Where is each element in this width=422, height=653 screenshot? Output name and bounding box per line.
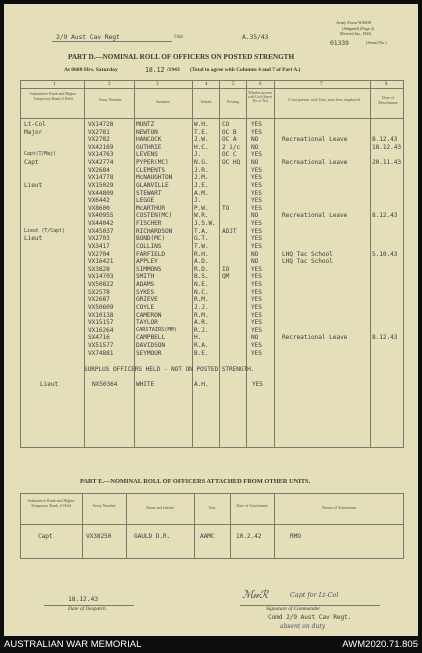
row-army-number: VX42169 bbox=[88, 143, 114, 151]
row-surname: APPLEY bbox=[136, 258, 158, 266]
row-surname: CAMERON bbox=[136, 311, 162, 319]
row-employment: Recreational Leave bbox=[282, 212, 348, 220]
row-initials: W.H. bbox=[194, 121, 209, 128]
row-present: YES bbox=[251, 296, 262, 304]
row-posting: 2 i/c bbox=[222, 143, 241, 151]
part-e-col-name: Name and Initials bbox=[145, 505, 175, 510]
surplus-heading: SURPLUS OFFICERS HELD - NOT ON POSTED STRENGTH. bbox=[84, 366, 255, 373]
row-present: YES bbox=[251, 273, 262, 281]
row-surname: CLEMENTS bbox=[136, 166, 166, 174]
row-present: YES bbox=[251, 349, 262, 357]
row-initials: J.J. bbox=[194, 303, 209, 311]
row-present: NO bbox=[251, 258, 259, 266]
signature-label: Signature of Commander bbox=[266, 606, 321, 612]
row-initials: J.E. bbox=[194, 181, 209, 189]
row-army-number: SX2578 bbox=[88, 288, 110, 296]
row-initials: J.S.W. bbox=[194, 220, 216, 228]
row-surname: COSTEN(MC) bbox=[136, 212, 173, 220]
row-surname: GLANVILLE bbox=[136, 181, 169, 189]
row-army-number: VX2687 bbox=[88, 296, 110, 304]
part-e-col-date: Date of Attachment bbox=[236, 503, 268, 508]
row-present: YES bbox=[251, 281, 262, 289]
column-divider bbox=[219, 80, 220, 448]
part-e-col-line bbox=[274, 493, 275, 559]
row-initials: T.E. bbox=[194, 128, 209, 136]
row-surname: HANCOCK bbox=[136, 136, 162, 144]
row-employment: Recreational Leave bbox=[282, 136, 348, 144]
row-initials: T.A. bbox=[194, 227, 209, 235]
unit-label: Unit bbox=[174, 35, 183, 40]
row-surname: SEYMOUR bbox=[136, 349, 162, 357]
row-surname: CAMPBELL bbox=[136, 334, 166, 342]
archive-footer bbox=[0, 636, 422, 653]
row-rank: Lieut bbox=[24, 181, 43, 189]
row-initials: R.H. bbox=[194, 250, 209, 258]
row-present: NO bbox=[251, 136, 259, 144]
row-detach-date: 8.12.43 bbox=[372, 136, 398, 144]
row-army-number: VX45037 bbox=[88, 227, 114, 235]
row-army-number: VX42774 bbox=[88, 159, 114, 167]
row-surname: LEGGE bbox=[136, 197, 155, 205]
row-initials: J. bbox=[194, 197, 202, 205]
surplus-army-number: NX50364 bbox=[92, 381, 118, 388]
part-e-col-nature: Nature of Attachment bbox=[321, 505, 357, 510]
row-present: YES bbox=[251, 311, 262, 319]
signature-unit: Comd 2/9 Aust Cav Regt. bbox=[268, 614, 352, 621]
row-initials: J. bbox=[194, 151, 202, 159]
row-present: NO bbox=[251, 334, 259, 342]
row-present: NO bbox=[251, 143, 259, 151]
row-posting: ADJT bbox=[222, 227, 237, 235]
row-surname: SIMMONS bbox=[136, 265, 162, 273]
part-d-title: PART D.—NOMINAL ROLL OF OFFICERS ON POSTED STRENGTH bbox=[68, 53, 295, 61]
row-army-number: VX14763 bbox=[88, 151, 114, 159]
row-initials: J.M. bbox=[194, 174, 209, 182]
surplus-initials: A.H. bbox=[194, 381, 209, 388]
row-present: YES bbox=[251, 121, 262, 128]
unit-name: 2/9 Aust Cav Regt bbox=[56, 33, 120, 41]
row-initials: A.M. bbox=[194, 189, 209, 197]
row-initials: N.E. bbox=[194, 281, 209, 289]
year-label: /1943 bbox=[167, 67, 180, 73]
row-rank: Major bbox=[24, 128, 43, 136]
row-present: YES bbox=[251, 181, 262, 189]
row-initials: N.C. bbox=[194, 288, 209, 296]
despatch-date: 18.12.43 bbox=[68, 595, 98, 603]
row-initials: R.J. bbox=[194, 326, 209, 334]
row-posting: TO bbox=[222, 204, 230, 212]
document-page bbox=[4, 4, 418, 636]
row-initials: H.C. bbox=[194, 143, 209, 151]
adapted-label: (Adapted) (Page 2) bbox=[342, 26, 375, 31]
col-number-1: 1 bbox=[53, 82, 56, 87]
row-surname: McARTHUR bbox=[136, 204, 166, 212]
row-initials: G.T. bbox=[194, 235, 209, 243]
row-rank: Lieut bbox=[24, 235, 43, 243]
part-e-nature: RMO bbox=[290, 533, 301, 540]
row-initials: P.W. bbox=[194, 204, 209, 212]
row-present: YES bbox=[251, 204, 262, 212]
row-rank: Lt-Col bbox=[24, 121, 46, 128]
row-army-number: VX15029 bbox=[88, 181, 114, 189]
row-surname: CARSTAIRS(MM) bbox=[136, 326, 177, 333]
row-rank: Capt(T/Maj) bbox=[24, 151, 57, 158]
row-present: YES bbox=[251, 220, 262, 228]
column-divider bbox=[274, 80, 275, 448]
col-number-5: 5 bbox=[232, 82, 235, 87]
row-present: NO bbox=[251, 250, 259, 258]
row-surname: PYPER(MC) bbox=[136, 159, 169, 167]
surplus-present: YES bbox=[252, 381, 263, 388]
col-number-7: 7 bbox=[320, 82, 323, 87]
col-header-detachment-date: Date of Detachment bbox=[378, 95, 398, 105]
row-initials: A.D. bbox=[194, 258, 209, 266]
row-army-number: VX2704 bbox=[88, 250, 110, 258]
surplus-rank: Lieut bbox=[40, 381, 59, 388]
col-number-2: 2 bbox=[108, 82, 111, 87]
row-army-number: VX14703 bbox=[88, 273, 114, 281]
row-posting: OC A bbox=[222, 136, 237, 144]
row-posting: QM bbox=[222, 273, 230, 281]
row-army-number: VX6442 bbox=[88, 197, 110, 205]
row-surname: SMITH bbox=[136, 273, 155, 281]
part-e-col-line bbox=[194, 493, 195, 559]
part-e-name: GAULD D.R. bbox=[134, 533, 171, 540]
row-present: YES bbox=[251, 174, 262, 182]
row-surname: GRIEVE bbox=[136, 296, 158, 304]
row-initials: R.M. bbox=[194, 311, 209, 319]
col-number-6: 6 bbox=[259, 82, 262, 87]
row-army-number: VX14728 bbox=[88, 121, 114, 128]
surplus-surname: WHITE bbox=[136, 381, 155, 388]
row-detach-date: 8.12.43 bbox=[372, 212, 398, 220]
row-army-number: VX44042 bbox=[88, 220, 114, 228]
row-surname: GUTHRIE bbox=[136, 143, 162, 151]
row-army-number: VX10138 bbox=[88, 311, 114, 319]
row-present: YES bbox=[251, 235, 262, 243]
row-present: YES bbox=[251, 288, 262, 296]
row-initials: J.W. bbox=[194, 136, 209, 144]
row-surname: STEWART bbox=[136, 189, 162, 197]
row-army-number: VX8600 bbox=[88, 204, 110, 212]
row-present: YES bbox=[251, 197, 262, 205]
column-divider bbox=[246, 80, 247, 448]
row-surname: LEVENS bbox=[136, 151, 158, 159]
row-initials: N.G. bbox=[194, 159, 209, 167]
part-e-title: PART E.—NOMINAL ROLL OF OFFICERS ATTACHED FROM OTHER UNITS. bbox=[80, 478, 311, 485]
col-number-8: 8 bbox=[385, 82, 388, 87]
part-e-col-line bbox=[126, 493, 127, 559]
row-surname: NEWTON bbox=[136, 128, 158, 136]
col-header-army-number: Army Number bbox=[98, 97, 122, 102]
row-initials: B.S. bbox=[194, 273, 209, 281]
number-row-divider bbox=[20, 88, 404, 89]
part-e-col-unit: Unit bbox=[208, 505, 216, 510]
row-present: YES bbox=[251, 242, 262, 250]
row-employment: LHQ Tac School bbox=[282, 250, 333, 258]
row-posting: OC B bbox=[222, 128, 237, 136]
part-e-col-line bbox=[230, 493, 231, 559]
col-number-3: 3 bbox=[156, 82, 159, 87]
signature-scrawl: ℳ𝓌ℛ bbox=[242, 588, 268, 601]
row-surname: RICHARDSON bbox=[136, 227, 173, 235]
signature-handwritten: Capt for Lt-Col bbox=[290, 591, 339, 599]
footer-left: AUSTRALIAN WAR MEMORIAL bbox=[4, 639, 142, 650]
signature-sub: absent on duty bbox=[280, 623, 326, 630]
row-present: NO bbox=[251, 159, 259, 167]
row-initials: R.M. bbox=[194, 296, 209, 304]
revised-label: (Revised Jan., 1943) bbox=[340, 31, 372, 36]
row-surname: FISCHER bbox=[136, 220, 162, 228]
part-e-col-line bbox=[82, 493, 83, 559]
row-detach-date: 20.11.43 bbox=[372, 159, 402, 167]
row-army-number: VX51577 bbox=[88, 341, 114, 349]
col-number-4: 4 bbox=[205, 82, 208, 87]
row-present: YES bbox=[251, 151, 262, 159]
row-employment: Recreational Leave bbox=[282, 159, 348, 167]
row-rank: Capt bbox=[24, 159, 39, 167]
row-surname: FARFIELD bbox=[136, 250, 166, 258]
row-present: NO bbox=[251, 212, 259, 220]
row-surname: TAYLOR bbox=[136, 319, 158, 327]
unit-underline bbox=[52, 41, 172, 42]
row-army-number: VX3417 bbox=[88, 242, 110, 250]
col-header-present: Whether present with Unit (Insert Yes or No) bbox=[248, 91, 272, 104]
row-posting: IO bbox=[222, 265, 230, 273]
at-line-prefix: At 0600 Hrs. Saturday bbox=[64, 67, 118, 73]
row-detach-date: 18.12.43 bbox=[372, 143, 402, 151]
row-initials: T.W. bbox=[194, 242, 209, 250]
col-header-initials: Initials bbox=[200, 99, 212, 104]
column-divider bbox=[370, 80, 371, 448]
row-army-number: VX2781 bbox=[88, 128, 110, 136]
row-employment: Recreational Leave bbox=[282, 334, 348, 342]
army-form-label: Army Form W3008 bbox=[336, 20, 371, 25]
at-line-suffix: (Total to agree with Columns 4 and 7 of Part A.) bbox=[190, 67, 301, 73]
row-present: YES bbox=[251, 319, 262, 327]
row-surname: COLLINS bbox=[136, 242, 162, 250]
form-number: A.35/43 bbox=[242, 33, 269, 41]
row-surname: SYKES bbox=[136, 288, 155, 296]
part-e-col-rank: Substantive Rank and Higher Temporary Rank, if Held bbox=[27, 498, 75, 508]
row-army-number: VX14778 bbox=[88, 174, 114, 182]
row-present: YES bbox=[251, 326, 262, 334]
row-army-number: VX2684 bbox=[88, 166, 110, 174]
col-header-rank: Substantive Rank and Higher Temporary Rank if Held bbox=[29, 91, 77, 101]
row-present: YES bbox=[251, 227, 262, 235]
part-e-unit: AAMC bbox=[200, 533, 215, 540]
part-d-table bbox=[20, 80, 404, 448]
row-surname: BOND(MC) bbox=[136, 235, 166, 243]
row-present: YES bbox=[251, 189, 262, 197]
row-posting: CO bbox=[222, 121, 230, 128]
row-army-number: VX40955 bbox=[88, 212, 114, 220]
part-e-col-army-number: Army Number bbox=[92, 503, 116, 508]
row-surname: COYLE bbox=[136, 303, 155, 311]
serial-label: (Serial No.) bbox=[366, 40, 387, 45]
row-rank: Lieut (T/Capt) bbox=[24, 227, 65, 234]
row-army-number: VX16264 bbox=[88, 326, 114, 334]
date-typed: 18.12 bbox=[145, 66, 165, 74]
row-present: YES bbox=[251, 128, 262, 136]
row-initials: J.R. bbox=[194, 166, 209, 174]
row-initials: A.R. bbox=[194, 319, 209, 327]
column-divider bbox=[134, 80, 135, 448]
row-surname: McNAUGHTON bbox=[136, 174, 173, 182]
row-army-number: VX16421 bbox=[88, 258, 114, 266]
row-army-number: SX4716 bbox=[88, 334, 110, 342]
part-e-date: 10.2.42 bbox=[236, 533, 262, 540]
serial-number: 01339 bbox=[330, 39, 349, 47]
row-detach-date: 5.10.43 bbox=[372, 250, 398, 258]
row-posting: OC C bbox=[222, 151, 237, 159]
row-initials: W.R. bbox=[194, 212, 209, 220]
part-e-header-divider bbox=[20, 524, 404, 525]
row-surname: MUNTZ bbox=[136, 121, 155, 128]
part-e-rank: Capt bbox=[38, 533, 53, 540]
row-surname: DAVIDSON bbox=[136, 341, 166, 349]
despatch-label: Date of Despatch. bbox=[68, 606, 108, 612]
part-e-army-number: VX38250 bbox=[86, 533, 112, 540]
row-posting: OC HQ bbox=[222, 159, 241, 167]
row-army-number: VX2703 bbox=[88, 235, 110, 243]
row-army-number: VX2782 bbox=[88, 136, 110, 144]
row-surname: ADAMS bbox=[136, 281, 155, 289]
col-header-surname: Surname bbox=[155, 99, 171, 104]
row-present: YES bbox=[251, 166, 262, 174]
column-divider bbox=[84, 80, 85, 448]
row-army-number: VX44809 bbox=[88, 189, 114, 197]
row-initials: H. bbox=[194, 334, 202, 342]
row-employment: LHQ Tac School bbox=[282, 258, 333, 266]
col-header-posting: Posting bbox=[226, 99, 239, 104]
col-header-employed: If not present with Unit, state how employed bbox=[288, 97, 360, 102]
row-army-number: SX3828 bbox=[88, 265, 110, 273]
row-present: YES bbox=[251, 341, 262, 349]
footer-right: AWM2020.71.805 bbox=[342, 639, 418, 650]
row-initials: B.E. bbox=[194, 349, 209, 357]
row-detach-date: 8.12.43 bbox=[372, 334, 398, 342]
column-divider bbox=[192, 80, 193, 448]
row-army-number: VX74881 bbox=[88, 349, 114, 357]
row-army-number: VX50822 bbox=[88, 281, 114, 289]
row-initials: R.A. bbox=[194, 341, 209, 349]
row-present: YES bbox=[251, 303, 262, 311]
header-row-divider bbox=[20, 118, 404, 119]
row-army-number: VX50609 bbox=[88, 303, 114, 311]
row-present: YES bbox=[251, 265, 262, 273]
row-army-number: VX15157 bbox=[88, 319, 114, 327]
row-initials: R.D. bbox=[194, 265, 209, 273]
